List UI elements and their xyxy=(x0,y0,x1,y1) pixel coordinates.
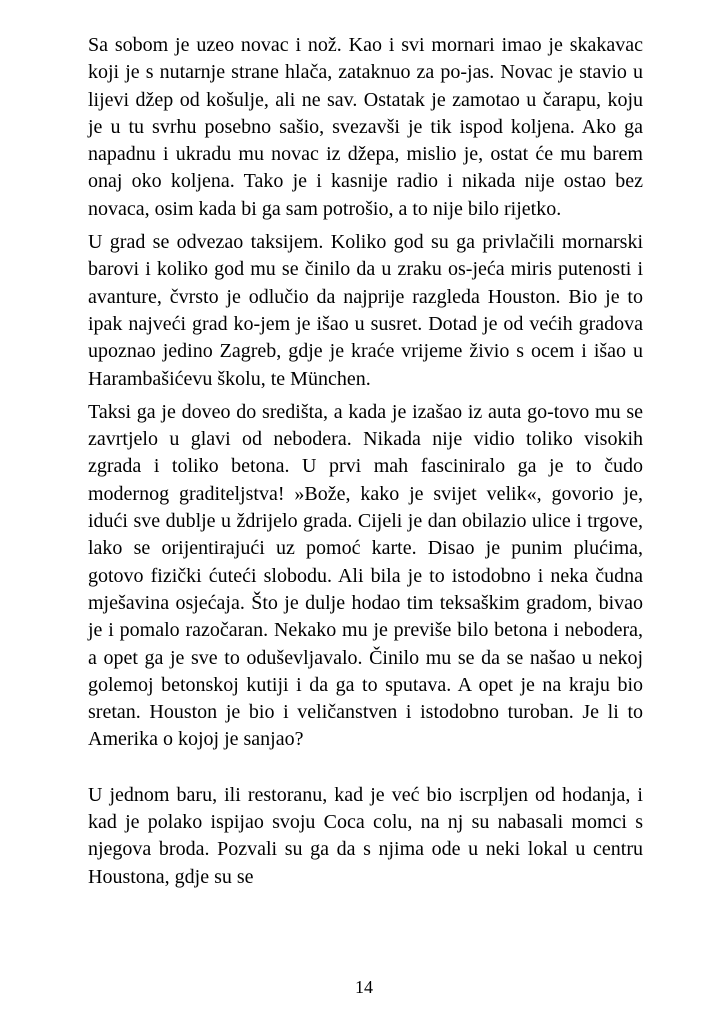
paragraph-3: Taksi ga je doveo do središta, a kada je izašao iz auta go-tovo mu se zavrtjelo u glavi od nebodera. Nikada nije vidio toliko visokih zgrada i toliko betona. U prvi mah fasciniralo ga je to čudo modernog graditeljstva! »Bože, kako je svijet velik«, govorio je, idući sve dublje u ždrijelo grada. Cijeli je dan obilazio ulice i trgove, lako se orijentirajući uz pomoć karte. Disao je punim plućima, gotovo fizički ćuteći slobodu. Ali bila je to istodobno i neka čudna mješavina osjećaja. Što je dulje hodao tim teksaškim gradom, bivao je i pomalo razočaran. Nekako mu je previše bilo betona i nebodera, a opet ga je sve to oduševljavalo. Činilo mu se da se našao u nekoj golemoj betonskoj kutiji i da ga to sputava. A opet je na kraju bio sretan. Houston je bio i veličanstven i istodobno turoban. Je li to Amerika o kojoj je sanjao? xyxy=(88,400,643,751)
paragraph-2: U grad se odvezao taksijem. Koliko god su ga privlačili mornarski barovi i koliko god mu se činilo da u zraku os-jeća miris putenosti i avanture, čvrsto je odlučio da najprije razgleda Houston. Bio je to ipak najveći grad ko-jem je išao u susret. Dotad je od većih gradova upoznao jedino Zagreb, gdje je kraće vrijeme živio s ocem i išao u Harambašićevu školu, te München. xyxy=(88,231,643,390)
page-body xyxy=(88,32,643,897)
paragraph-4: U jednom baru, ili restoranu, kad je već bio iscrpljen od hodanja, i kad je polako ispijao svoju Coca colu, na nj su nabasali momci s njegova broda. Pozvali su ga da s njima ode u neki lokal u centru Houstona, gdje su se xyxy=(88,783,643,888)
paragraph-1: Sa sobom je uzeo novac i nož. Kao i svi mornari imao je skakavac koji je s nutarnje strane hlača, zataknuo za po-jas. Novac je stavio u lijevi džep od košulje, ali ne sav. Ostatak je zamotao u čarapu, koju je u tu svrhu posebno sašio, svezavši je tik ispod koljena. Ako ga napadnu i ukradu mu novac iz džepa, mislio je, ostat će mu barem onaj oko koljena. Tako je i kasnije radio i nikada nije ostao bez novaca, osim kada bi ga sam potrošio, a to nije bilo rijetko. xyxy=(88,34,643,220)
page-number: 14 xyxy=(355,977,373,997)
